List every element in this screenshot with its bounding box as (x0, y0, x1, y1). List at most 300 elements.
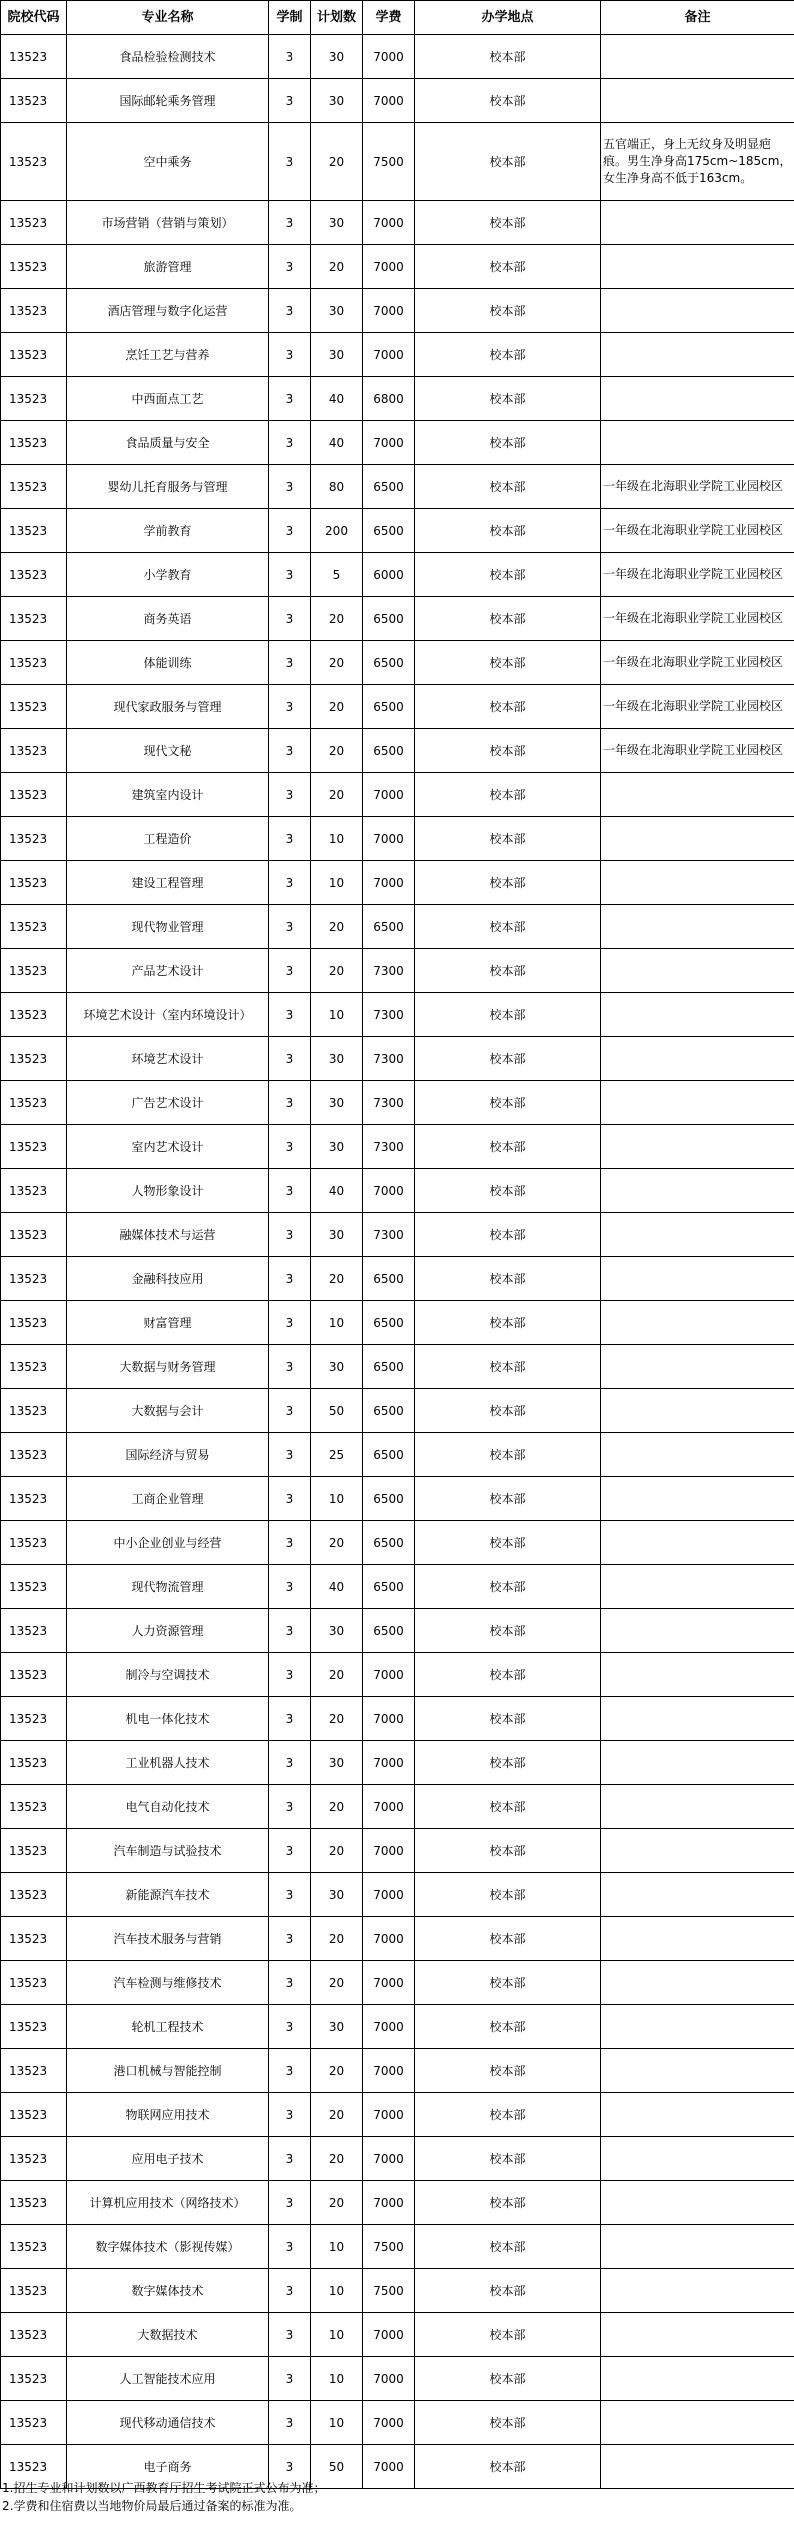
cell-note (601, 817, 794, 861)
cell-note (601, 1609, 794, 1653)
footnote-1: 1.招生专业和计划数以广西教育厅招生考试院正式公布为准； (2, 2481, 326, 2495)
cell-code: 13523 (1, 245, 67, 289)
cell-location: 校本部 (415, 773, 601, 817)
cell-fee: 7000 (363, 79, 415, 123)
table-row (1, 1961, 794, 2005)
cell-note (601, 1257, 794, 1301)
cell-major: 食品检验检测技术 (67, 35, 269, 79)
cell-fee: 7000 (363, 1741, 415, 1785)
cell-major: 大数据技术 (67, 2313, 269, 2357)
cell-fee: 6500 (363, 1609, 415, 1653)
cell-years: 3 (269, 2313, 311, 2357)
cell-major: 数字媒体技术（影视传媒） (67, 2225, 269, 2269)
footnote-2: 2.学费和住宿费以当地物价局最后通过备案的标准为准。 (2, 2499, 302, 2513)
cell-code: 13523 (1, 949, 67, 993)
cell-plan: 30 (311, 1345, 363, 1389)
cell-years: 3 (269, 1301, 311, 1345)
table-row (1, 333, 794, 377)
cell-years: 3 (269, 1697, 311, 1741)
table-row (1, 1829, 794, 1873)
cell-years: 3 (269, 1521, 311, 1565)
cell-major: 酒店管理与数字化运营 (67, 289, 269, 333)
cell-major: 轮机工程技术 (67, 2005, 269, 2049)
cell-location: 校本部 (415, 2357, 601, 2401)
cell-years: 3 (269, 1345, 311, 1389)
cell-location: 校本部 (415, 1345, 601, 1389)
cell-fee: 7500 (363, 2269, 415, 2313)
cell-major: 制冷与空调技术 (67, 1653, 269, 1697)
cell-code: 13523 (1, 1961, 67, 2005)
cell-code: 13523 (1, 1169, 67, 1213)
cell-note (601, 2225, 794, 2269)
cell-fee: 7000 (363, 861, 415, 905)
table-row (1, 2137, 794, 2181)
cell-fee: 6500 (363, 1433, 415, 1477)
cell-location: 校本部 (415, 245, 601, 289)
cell-years: 3 (269, 1829, 311, 1873)
cell-location: 校本部 (415, 1565, 601, 1609)
cell-plan: 30 (311, 333, 363, 377)
cell-code: 13523 (1, 1565, 67, 1609)
cell-major: 食品质量与安全 (67, 421, 269, 465)
table-row (1, 509, 794, 553)
cell-code: 13523 (1, 817, 67, 861)
cell-years: 3 (269, 333, 311, 377)
cell-code: 13523 (1, 2225, 67, 2269)
cell-location: 校本部 (415, 861, 601, 905)
cell-location: 校本部 (415, 465, 601, 509)
cell-fee: 7000 (363, 1697, 415, 1741)
cell-major: 广告艺术设计 (67, 1081, 269, 1125)
cell-plan: 30 (311, 1609, 363, 1653)
cell-fee: 7500 (363, 2225, 415, 2269)
cell-major: 旅游管理 (67, 245, 269, 289)
cell-location: 校本部 (415, 421, 601, 465)
cell-location: 校本部 (415, 817, 601, 861)
cell-note (601, 1213, 794, 1257)
cell-plan: 200 (311, 509, 363, 553)
cell-major: 计算机应用技术（网络技术） (67, 2181, 269, 2225)
cell-major: 人物形象设计 (67, 1169, 269, 1213)
cell-major: 烹饪工艺与营养 (67, 333, 269, 377)
cell-location: 校本部 (415, 1653, 601, 1697)
cell-major: 中西面点工艺 (67, 377, 269, 421)
cell-plan: 20 (311, 949, 363, 993)
table-row (1, 289, 794, 333)
table-row (1, 377, 794, 421)
table-row (1, 685, 794, 729)
cell-location: 校本部 (415, 509, 601, 553)
cell-fee: 6500 (363, 1565, 415, 1609)
table-row (1, 1653, 794, 1697)
cell-plan: 10 (311, 2225, 363, 2269)
cell-fee: 7300 (363, 993, 415, 1037)
cell-fee: 7000 (363, 1917, 415, 1961)
cell-location: 校本部 (415, 1257, 601, 1301)
cell-major: 国际经济与贸易 (67, 1433, 269, 1477)
cell-major: 现代家政服务与管理 (67, 685, 269, 729)
cell-major: 现代移动通信技术 (67, 2401, 269, 2445)
cell-major: 现代文秘 (67, 729, 269, 773)
cell-code: 13523 (1, 1345, 67, 1389)
cell-fee: 6500 (363, 1477, 415, 1521)
cell-plan: 20 (311, 1653, 363, 1697)
cell-note (601, 2401, 794, 2445)
cell-fee: 7300 (363, 1037, 415, 1081)
table-row (1, 1565, 794, 1609)
cell-years: 3 (269, 2225, 311, 2269)
cell-note (601, 2181, 794, 2225)
cell-location: 校本部 (415, 597, 601, 641)
footnotes (2, 2479, 325, 2515)
cell-location: 校本部 (415, 201, 601, 245)
cell-plan: 50 (311, 1389, 363, 1433)
cell-location: 校本部 (415, 1741, 601, 1785)
table-row (1, 1169, 794, 1213)
cell-plan: 30 (311, 1741, 363, 1785)
cell-years: 3 (269, 905, 311, 949)
cell-code: 13523 (1, 1433, 67, 1477)
table-row (1, 817, 794, 861)
cell-plan: 20 (311, 245, 363, 289)
table-row (1, 245, 794, 289)
cell-plan: 20 (311, 773, 363, 817)
cell-location: 校本部 (415, 685, 601, 729)
cell-plan: 40 (311, 377, 363, 421)
cell-code: 13523 (1, 1697, 67, 1741)
cell-code: 13523 (1, 553, 67, 597)
cell-location: 校本部 (415, 1697, 601, 1741)
cell-major: 汽车技术服务与营销 (67, 1917, 269, 1961)
header-major: 专业名称 (67, 1, 269, 35)
cell-years: 3 (269, 817, 311, 861)
cell-major: 港口机械与智能控制 (67, 2049, 269, 2093)
cell-major: 机电一体化技术 (67, 1697, 269, 1741)
cell-code: 13523 (1, 905, 67, 949)
cell-code: 13523 (1, 35, 67, 79)
cell-fee: 6500 (363, 729, 415, 773)
cell-plan: 30 (311, 2005, 363, 2049)
cell-plan: 50 (311, 2445, 363, 2489)
cell-years: 3 (269, 289, 311, 333)
cell-location: 校本部 (415, 1785, 601, 1829)
cell-code: 13523 (1, 201, 67, 245)
table-row (1, 2181, 794, 2225)
table-row (1, 1081, 794, 1125)
cell-location: 校本部 (415, 1917, 601, 1961)
table-row (1, 1257, 794, 1301)
table-row (1, 949, 794, 993)
cell-note (601, 1521, 794, 1565)
cell-plan: 5 (311, 553, 363, 597)
cell-fee: 6000 (363, 553, 415, 597)
cell-code: 13523 (1, 79, 67, 123)
cell-code: 13523 (1, 641, 67, 685)
table-row (1, 1125, 794, 1169)
cell-fee: 6500 (363, 1345, 415, 1389)
cell-major: 金融科技应用 (67, 1257, 269, 1301)
cell-fee: 7300 (363, 949, 415, 993)
cell-code: 13523 (1, 2357, 67, 2401)
table-row (1, 1037, 794, 1081)
cell-years: 3 (269, 729, 311, 773)
cell-location: 校本部 (415, 2313, 601, 2357)
cell-code: 13523 (1, 1257, 67, 1301)
cell-fee: 7000 (363, 2401, 415, 2445)
cell-note (601, 333, 794, 377)
cell-fee: 7000 (363, 1829, 415, 1873)
cell-location: 校本部 (415, 2137, 601, 2181)
cell-code: 13523 (1, 465, 67, 509)
cell-fee: 6500 (363, 465, 415, 509)
cell-fee: 7300 (363, 1081, 415, 1125)
cell-fee: 7300 (363, 1213, 415, 1257)
cell-plan: 20 (311, 2049, 363, 2093)
cell-note (601, 1741, 794, 1785)
cell-plan: 10 (311, 1301, 363, 1345)
cell-years: 3 (269, 1477, 311, 1521)
cell-years: 3 (269, 861, 311, 905)
cell-code: 13523 (1, 333, 67, 377)
cell-code: 13523 (1, 2269, 67, 2313)
cell-plan: 20 (311, 2181, 363, 2225)
cell-note (601, 1653, 794, 1697)
cell-location: 校本部 (415, 2445, 601, 2489)
cell-location: 校本部 (415, 2269, 601, 2313)
cell-fee: 7000 (363, 1653, 415, 1697)
cell-years: 3 (269, 1389, 311, 1433)
cell-major: 室内艺术设计 (67, 1125, 269, 1169)
cell-plan: 20 (311, 641, 363, 685)
cell-location: 校本部 (415, 2093, 601, 2137)
table-row (1, 1609, 794, 1653)
cell-years: 3 (269, 2005, 311, 2049)
cell-major: 电气自动化技术 (67, 1785, 269, 1829)
cell-years: 3 (269, 1081, 311, 1125)
cell-fee: 7000 (363, 245, 415, 289)
cell-years: 3 (269, 1609, 311, 1653)
table-row (1, 2401, 794, 2445)
table-row (1, 79, 794, 123)
table-row (1, 2093, 794, 2137)
cell-major: 空中乘务 (67, 123, 269, 201)
cell-code: 13523 (1, 1389, 67, 1433)
cell-fee: 7000 (363, 2049, 415, 2093)
cell-location: 校本部 (415, 2225, 601, 2269)
cell-note: 一年级在北海职业学院工业园校区 (601, 597, 794, 641)
table-row (1, 1345, 794, 1389)
cell-note (601, 289, 794, 333)
cell-note (601, 1081, 794, 1125)
cell-code: 13523 (1, 1521, 67, 1565)
table-row (1, 1521, 794, 1565)
cell-major: 大数据与财务管理 (67, 1345, 269, 1389)
cell-years: 3 (269, 377, 311, 421)
cell-location: 校本部 (415, 2401, 601, 2445)
table-row (1, 993, 794, 1037)
cell-years: 3 (269, 1565, 311, 1609)
cell-note: 一年级在北海职业学院工业园校区 (601, 685, 794, 729)
table-row (1, 729, 794, 773)
cell-note (601, 905, 794, 949)
cell-years: 3 (269, 79, 311, 123)
cell-location: 校本部 (415, 641, 601, 685)
cell-years: 3 (269, 1961, 311, 2005)
cell-fee: 7000 (363, 817, 415, 861)
cell-code: 13523 (1, 2445, 67, 2489)
cell-years: 3 (269, 2357, 311, 2401)
cell-years: 3 (269, 2445, 311, 2489)
table-row (1, 2357, 794, 2401)
cell-years: 3 (269, 1433, 311, 1477)
cell-code: 13523 (1, 2401, 67, 2445)
header-plan: 计划数 (311, 1, 363, 35)
cell-years: 3 (269, 949, 311, 993)
cell-years: 3 (269, 685, 311, 729)
cell-plan: 30 (311, 35, 363, 79)
cell-code: 13523 (1, 729, 67, 773)
cell-location: 校本部 (415, 1125, 601, 1169)
cell-code: 13523 (1, 1873, 67, 1917)
cell-fee: 6500 (363, 905, 415, 949)
cell-plan: 30 (311, 1125, 363, 1169)
cell-note (601, 201, 794, 245)
cell-code: 13523 (1, 509, 67, 553)
cell-years: 3 (269, 1785, 311, 1829)
cell-major: 市场营销（营销与策划） (67, 201, 269, 245)
cell-location: 校本部 (415, 79, 601, 123)
cell-note (601, 2137, 794, 2181)
table-row (1, 1697, 794, 1741)
cell-plan: 20 (311, 1697, 363, 1741)
cell-fee: 7000 (363, 35, 415, 79)
cell-fee: 6500 (363, 1389, 415, 1433)
cell-note (601, 1917, 794, 1961)
table-row (1, 597, 794, 641)
header-note: 备注 (601, 1, 794, 35)
cell-code: 13523 (1, 2049, 67, 2093)
cell-fee: 7000 (363, 2181, 415, 2225)
cell-code: 13523 (1, 1653, 67, 1697)
table-row (1, 2269, 794, 2313)
cell-code: 13523 (1, 2093, 67, 2137)
cell-years: 3 (269, 1873, 311, 1917)
cell-note (601, 773, 794, 817)
cell-code: 13523 (1, 2313, 67, 2357)
cell-major: 工程造价 (67, 817, 269, 861)
cell-code: 13523 (1, 685, 67, 729)
cell-code: 13523 (1, 861, 67, 905)
cell-location: 校本部 (415, 1873, 601, 1917)
cell-major: 商务英语 (67, 597, 269, 641)
table-row (1, 123, 794, 201)
cell-major: 人工智能技术应用 (67, 2357, 269, 2401)
cell-major: 大数据与会计 (67, 1389, 269, 1433)
cell-note: 一年级在北海职业学院工业园校区 (601, 465, 794, 509)
cell-fee: 6800 (363, 377, 415, 421)
cell-major: 体能训练 (67, 641, 269, 685)
cell-fee: 7000 (363, 1785, 415, 1829)
table-row (1, 201, 794, 245)
cell-fee: 7000 (363, 1961, 415, 2005)
cell-note (601, 1477, 794, 1521)
cell-years: 3 (269, 509, 311, 553)
cell-years: 3 (269, 553, 311, 597)
cell-code: 13523 (1, 2137, 67, 2181)
cell-major: 电子商务 (67, 2445, 269, 2489)
cell-years: 3 (269, 1037, 311, 1081)
cell-note (601, 245, 794, 289)
cell-fee: 6500 (363, 1257, 415, 1301)
cell-major: 环境艺术设计 (67, 1037, 269, 1081)
cell-years: 3 (269, 245, 311, 289)
cell-plan: 30 (311, 1037, 363, 1081)
cell-location: 校本部 (415, 1961, 601, 2005)
cell-location: 校本部 (415, 1301, 601, 1345)
cell-note (601, 1301, 794, 1345)
cell-plan: 10 (311, 2357, 363, 2401)
table-row (1, 2005, 794, 2049)
cell-location: 校本部 (415, 1081, 601, 1125)
cell-fee: 7000 (363, 2445, 415, 2489)
table-row (1, 2049, 794, 2093)
table-row (1, 1917, 794, 1961)
cell-note: 五官端正，身上无纹身及明显疤痕。男生净身高175cm~185cm，女生净身高不低于163cm。 (601, 123, 794, 201)
cell-fee: 6500 (363, 685, 415, 729)
header-fee: 学费 (363, 1, 415, 35)
cell-location: 校本部 (415, 1213, 601, 1257)
cell-years: 3 (269, 2181, 311, 2225)
cell-years: 3 (269, 2401, 311, 2445)
cell-fee: 7000 (363, 2357, 415, 2401)
cell-major: 应用电子技术 (67, 2137, 269, 2181)
cell-plan: 25 (311, 1433, 363, 1477)
cell-note (601, 2313, 794, 2357)
cell-plan: 30 (311, 79, 363, 123)
cell-location: 校本部 (415, 1521, 601, 1565)
cell-note (601, 35, 794, 79)
cell-code: 13523 (1, 2181, 67, 2225)
cell-code: 13523 (1, 1741, 67, 1785)
header-code: 院校代码 (1, 1, 67, 35)
cell-plan: 30 (311, 289, 363, 333)
cell-plan: 10 (311, 2401, 363, 2445)
cell-note (601, 1125, 794, 1169)
cell-plan: 40 (311, 1169, 363, 1213)
cell-fee: 7000 (363, 1169, 415, 1213)
cell-years: 3 (269, 1917, 311, 1961)
cell-fee: 7000 (363, 2137, 415, 2181)
table-header-row (1, 1, 794, 35)
cell-note (601, 2445, 794, 2489)
table-row (1, 2313, 794, 2357)
cell-note (601, 1433, 794, 1477)
cell-location: 校本部 (415, 1389, 601, 1433)
cell-major: 现代物业管理 (67, 905, 269, 949)
cell-years: 3 (269, 641, 311, 685)
cell-fee: 7000 (363, 2093, 415, 2137)
cell-code: 13523 (1, 1829, 67, 1873)
cell-major: 财富管理 (67, 1301, 269, 1345)
cell-years: 3 (269, 421, 311, 465)
cell-plan: 40 (311, 1565, 363, 1609)
cell-note (601, 377, 794, 421)
cell-plan: 30 (311, 201, 363, 245)
cell-plan: 40 (311, 421, 363, 465)
cell-fee: 7300 (363, 1125, 415, 1169)
table-row (1, 2225, 794, 2269)
cell-plan: 10 (311, 1477, 363, 1521)
